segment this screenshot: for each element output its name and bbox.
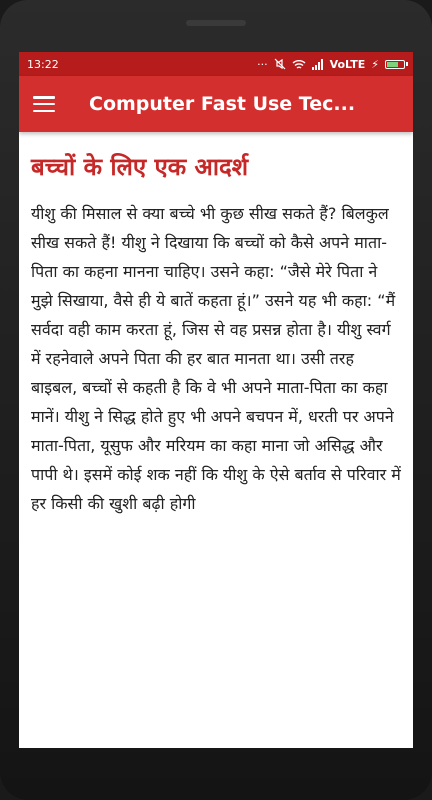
article-heading: बच्चों के लिए एक आदर्श bbox=[31, 153, 249, 181]
phone-bottom-bezel bbox=[19, 748, 413, 778]
status-bar bbox=[19, 52, 413, 76]
app-bar bbox=[19, 76, 413, 132]
wifi-icon bbox=[292, 59, 306, 70]
article-content bbox=[19, 132, 413, 518]
charging-icon: ⚡ bbox=[371, 57, 379, 71]
article-body: यीशु की मिसाल से क्या बच्चे भी कुछ सीख सकते हैं? बिलकुल सीख सकते हैं! यीशु ने दिखाया कि बच्चों को कैसे अपने माता-पिता का कहना मानना चाहिए। उसने कहा: “जैसे मेरे पिता ने मुझे सिखाया, वैसे ही ये बातें कहता हूं।” उसने यह भी कहा: “मैं सर्वदा वही काम करता हूं, जिस से वह प्रसन्न होता है। यीशु स्वर्ग में रहनेवाले अपने पिता की हर बात मानता था। उसी तरह बाइबल, बच्चों से कहती है कि वे भी अपने माता-पिता का कहा मानें। यीशु ने सिद्ध होते हुए भी अपने बचपन में, धरती पर अपने माता-पिता, यूसुफ और मरियम का कहा माना जो असिद्ध और पापी थे। इसमें कोई शक नहीं कि यीशु के ऐसे बर्ताव से परिवार में हर किसी की खुशी बढ़ी होगी bbox=[31, 204, 401, 514]
status-icons bbox=[257, 58, 405, 71]
more-dots-icon: ··· bbox=[257, 57, 268, 71]
battery-level bbox=[387, 62, 398, 67]
battery-icon bbox=[385, 60, 405, 69]
hamburger-menu-icon[interactable] bbox=[33, 96, 55, 112]
mute-icon bbox=[274, 58, 286, 70]
signal-icon bbox=[312, 59, 324, 70]
network-type: VoLTE bbox=[329, 57, 366, 71]
status-time: 13:22 bbox=[27, 57, 59, 71]
app-title: Computer Fast Use Tec... bbox=[89, 93, 356, 115]
screen bbox=[19, 52, 413, 748]
phone-speaker bbox=[186, 20, 246, 26]
